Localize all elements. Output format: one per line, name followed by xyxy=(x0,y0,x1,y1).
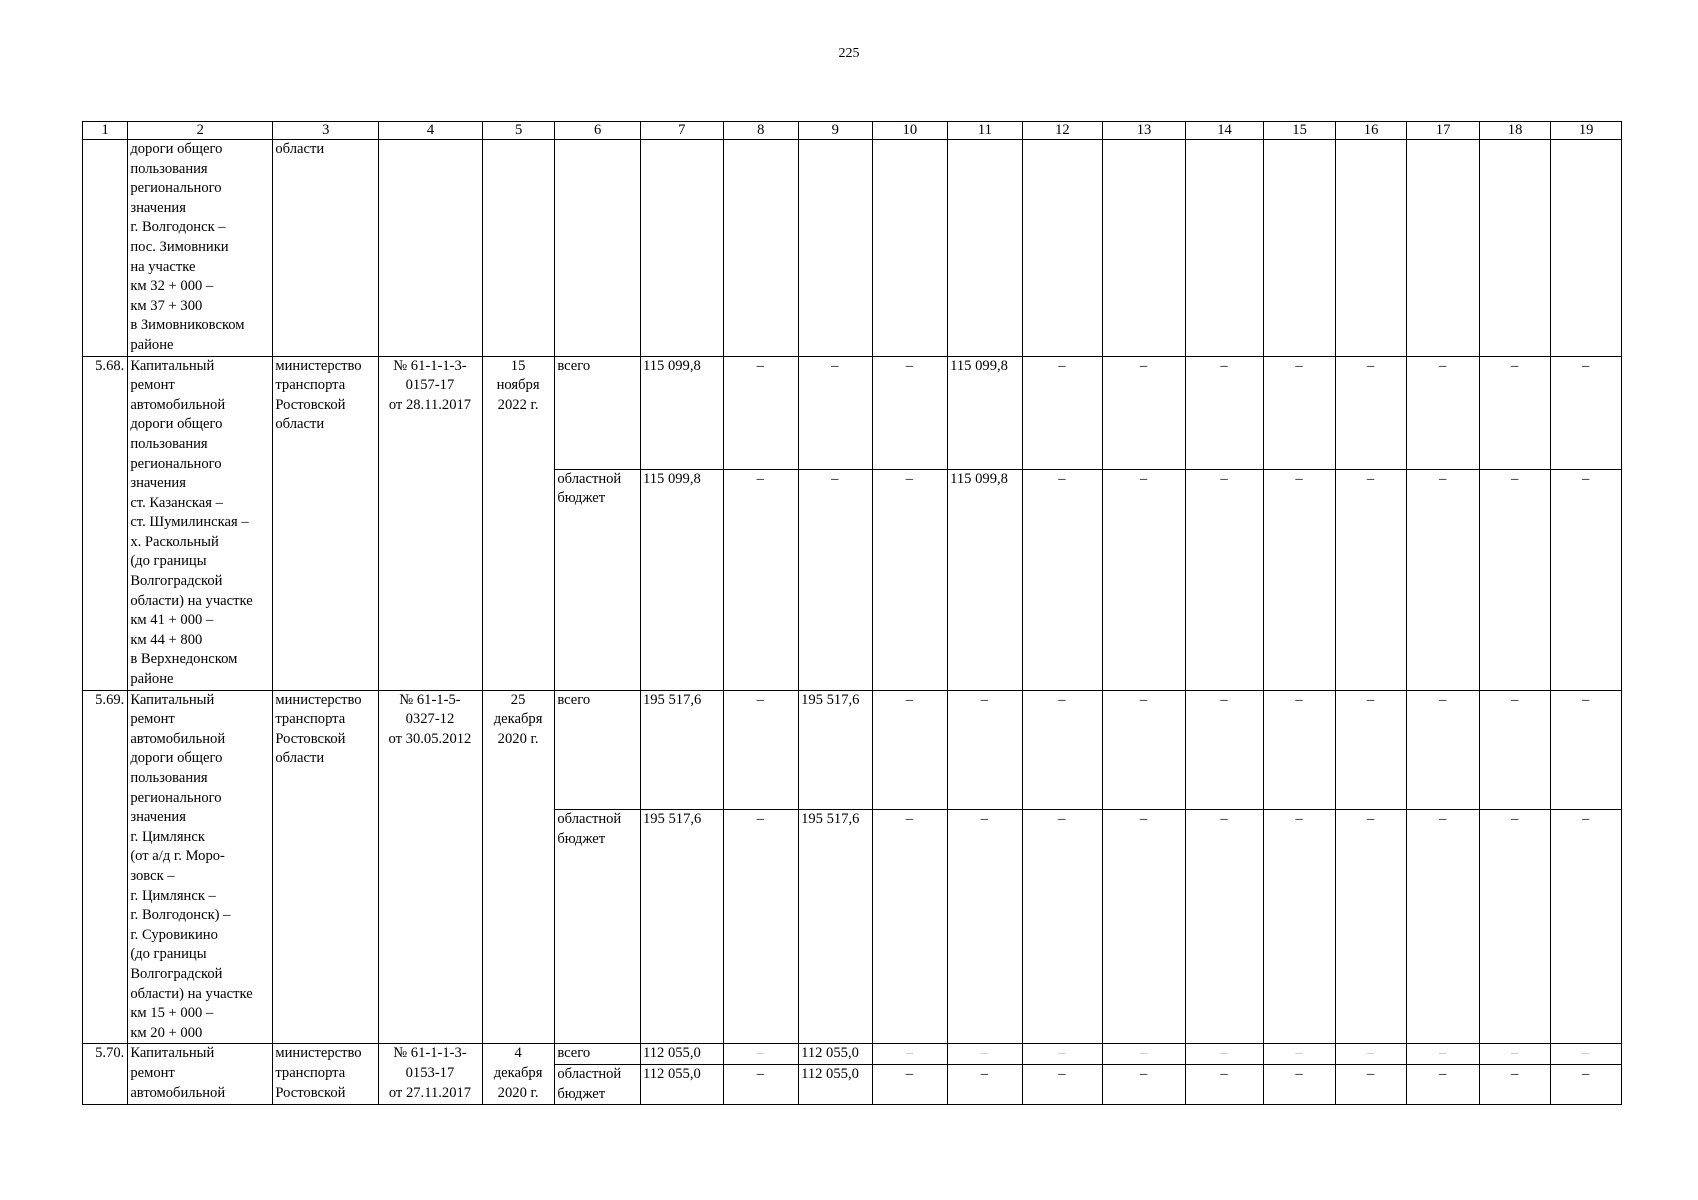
empty-cell xyxy=(1551,140,1622,357)
column-number: 14 xyxy=(1185,122,1264,140)
column-number: 1 xyxy=(83,122,128,140)
value-amount: 195 517,6 xyxy=(640,810,723,1044)
value-dash: – xyxy=(1479,1044,1551,1065)
header-row xyxy=(83,122,1622,140)
value-dash: – xyxy=(723,1064,799,1104)
value-dash: – xyxy=(1407,1064,1480,1104)
object-name: Капитальный ремонт автомобильной дороги общего пользования регионального значения ст. Казанская – ст. Шумилинская – х. Раскольный (до границы Волгоградской области) на участке км 41 + 000 – км 44 + 800 в Верхнедонском районе xyxy=(128,356,273,690)
empty-cell xyxy=(1103,140,1186,357)
record-row-total xyxy=(83,1044,1622,1065)
value-dash: – xyxy=(1479,1064,1551,1104)
column-number: 12 xyxy=(1022,122,1103,140)
value-dash: – xyxy=(1335,356,1407,469)
column-number: 13 xyxy=(1103,122,1186,140)
empty-cell xyxy=(1407,140,1480,357)
value-dash: – xyxy=(872,469,948,690)
value-dash: – xyxy=(948,810,1023,1044)
value-dash: – xyxy=(1022,810,1103,1044)
value-dash: – xyxy=(1022,1064,1103,1104)
cell-number xyxy=(83,140,128,357)
program-table xyxy=(82,121,1622,1105)
column-number: 8 xyxy=(723,122,799,140)
value-dash: – xyxy=(872,1064,948,1104)
object-name: Капитальный ремонт автомобильной дороги общего пользования регионального значения г. Цимлянск (от а/д г. Моро- зовск – г. Цимлянск – г. Волгодонск) – г. Суровикино (до границы Волгоградской области) на участке км 15 + 000 – км 20 + 000 xyxy=(128,690,273,1044)
completion-date: 25 декабря 2020 г. xyxy=(482,690,555,1044)
value-dash: – xyxy=(1264,469,1336,690)
value-dash: – xyxy=(723,469,799,690)
empty-cell xyxy=(555,140,641,357)
value-dash: – xyxy=(948,1044,1023,1065)
column-number: 3 xyxy=(273,122,379,140)
value-dash: – xyxy=(1407,356,1480,469)
funding-source: областной бюджет xyxy=(555,469,641,690)
column-number: 5 xyxy=(482,122,555,140)
page-number: 225 xyxy=(838,46,860,61)
value-amount: 112 055,0 xyxy=(799,1044,873,1065)
design-document: № 61-1-1-3- 0157-17 от 28.11.2017 xyxy=(379,356,483,690)
value-amount: 115 099,8 xyxy=(640,356,723,469)
empty-cell xyxy=(482,140,555,357)
value-dash: – xyxy=(1264,810,1336,1044)
value-dash: – xyxy=(1103,1044,1186,1065)
value-amount: 115 099,8 xyxy=(640,469,723,690)
empty-cell xyxy=(1022,140,1103,357)
record-number: 5.69. xyxy=(83,690,128,1044)
column-number: 7 xyxy=(640,122,723,140)
value-dash: – xyxy=(1407,690,1480,810)
value-dash: – xyxy=(1103,1064,1186,1104)
value-dash: – xyxy=(1479,469,1551,690)
value-dash: – xyxy=(1103,469,1186,690)
column-number: 17 xyxy=(1407,122,1480,140)
value-amount: 112 055,0 xyxy=(640,1064,723,1104)
value-dash: – xyxy=(872,810,948,1044)
customer-name: министерство транспорта Ростовской области xyxy=(273,356,379,690)
column-number: 4 xyxy=(379,122,483,140)
value-dash: – xyxy=(1022,356,1103,469)
customer-name: министерство транспорта Ростовской xyxy=(273,1044,379,1105)
empty-cell xyxy=(640,140,723,357)
value-dash: – xyxy=(799,469,873,690)
empty-cell xyxy=(1185,140,1264,357)
empty-cell xyxy=(1264,140,1336,357)
record-number: 5.70. xyxy=(83,1044,128,1105)
object-name: Капитальный ремонт автомобильной xyxy=(128,1044,273,1105)
value-dash: – xyxy=(1103,810,1186,1044)
value-dash: – xyxy=(1335,1044,1407,1065)
value-dash: – xyxy=(1551,1044,1622,1065)
value-dash: – xyxy=(1479,356,1551,469)
value-dash: – xyxy=(1103,690,1186,810)
value-dash: – xyxy=(948,690,1023,810)
record-number: 5.68. xyxy=(83,356,128,690)
column-number: 6 xyxy=(555,122,641,140)
value-dash: – xyxy=(1335,469,1407,690)
empty-cell xyxy=(723,140,799,357)
value-dash: – xyxy=(1551,469,1622,690)
value-amount: 115 099,8 xyxy=(948,469,1023,690)
funding-source: областной бюджет xyxy=(555,810,641,1044)
empty-cell xyxy=(1479,140,1551,357)
column-number: 2 xyxy=(128,122,273,140)
design-document: № 61-1-1-3- 0153-17 от 27.11.2017 xyxy=(379,1044,483,1105)
value-amount: 112 055,0 xyxy=(640,1044,723,1065)
value-dash: – xyxy=(948,1064,1023,1104)
value-amount: 195 517,6 xyxy=(640,690,723,810)
empty-cell xyxy=(799,140,873,357)
empty-cell xyxy=(872,140,948,357)
value-dash: – xyxy=(1335,810,1407,1044)
value-dash: – xyxy=(1551,1064,1622,1104)
value-amount: 112 055,0 xyxy=(799,1064,873,1104)
column-number: 16 xyxy=(1335,122,1407,140)
empty-cell xyxy=(948,140,1023,357)
value-dash: – xyxy=(1479,810,1551,1044)
value-dash: – xyxy=(723,356,799,469)
value-dash: – xyxy=(1022,1044,1103,1065)
value-dash: – xyxy=(1103,356,1186,469)
value-dash: – xyxy=(1407,469,1480,690)
value-dash: – xyxy=(1185,1044,1264,1065)
object-name: дороги общего пользования регионального значения г. Волгодонск – пос. Зимовники на участке км 32 + 000 – км 37 + 300 в Зимовниковском районе xyxy=(128,140,273,357)
value-dash: – xyxy=(1022,690,1103,810)
value-dash: – xyxy=(1335,690,1407,810)
value-dash: – xyxy=(1185,690,1264,810)
customer-name: области xyxy=(273,140,379,357)
completion-date: 15 ноября 2022 г. xyxy=(482,356,555,690)
value-dash: – xyxy=(1335,1064,1407,1104)
value-dash: – xyxy=(1264,1064,1336,1104)
value-dash: – xyxy=(1185,1064,1264,1104)
column-number: 9 xyxy=(799,122,873,140)
funding-source: всего xyxy=(555,356,641,469)
empty-cell xyxy=(1335,140,1407,357)
value-dash: – xyxy=(1264,690,1336,810)
value-dash: – xyxy=(723,690,799,810)
column-number: 18 xyxy=(1479,122,1551,140)
value-dash: – xyxy=(1407,1044,1480,1065)
funding-source: всего xyxy=(555,690,641,810)
column-number: 19 xyxy=(1551,122,1622,140)
value-dash: – xyxy=(723,810,799,1044)
funding-source: областной бюджет xyxy=(555,1064,641,1104)
record-row-total xyxy=(83,690,1622,810)
value-dash: – xyxy=(1479,690,1551,810)
empty-cell xyxy=(379,140,483,357)
design-document: № 61-1-5- 0327-12 от 30.05.2012 xyxy=(379,690,483,1044)
column-number: 15 xyxy=(1264,122,1336,140)
value-dash: – xyxy=(1551,356,1622,469)
value-dash: – xyxy=(872,356,948,469)
value-dash: – xyxy=(723,1044,799,1065)
column-number: 10 xyxy=(872,122,948,140)
value-amount: 195 517,6 xyxy=(799,690,873,810)
continuation-row xyxy=(83,140,1622,357)
value-dash: – xyxy=(1551,810,1622,1044)
value-dash: – xyxy=(1264,356,1336,469)
customer-name: министерство транспорта Ростовской области xyxy=(273,690,379,1044)
column-number: 11 xyxy=(948,122,1023,140)
value-dash: – xyxy=(872,690,948,810)
value-dash: – xyxy=(799,356,873,469)
record-row-total xyxy=(83,356,1622,469)
funding-source: всего xyxy=(555,1044,641,1065)
value-amount: 115 099,8 xyxy=(948,356,1023,469)
value-dash: – xyxy=(1185,356,1264,469)
value-dash: – xyxy=(1264,1044,1336,1065)
completion-date: 4 декабря 2020 г. xyxy=(482,1044,555,1105)
value-amount: 195 517,6 xyxy=(799,810,873,1044)
value-dash: – xyxy=(1551,690,1622,810)
value-dash: – xyxy=(872,1044,948,1065)
value-dash: – xyxy=(1407,810,1480,1044)
value-dash: – xyxy=(1185,810,1264,1044)
value-dash: – xyxy=(1022,469,1103,690)
value-dash: – xyxy=(1185,469,1264,690)
